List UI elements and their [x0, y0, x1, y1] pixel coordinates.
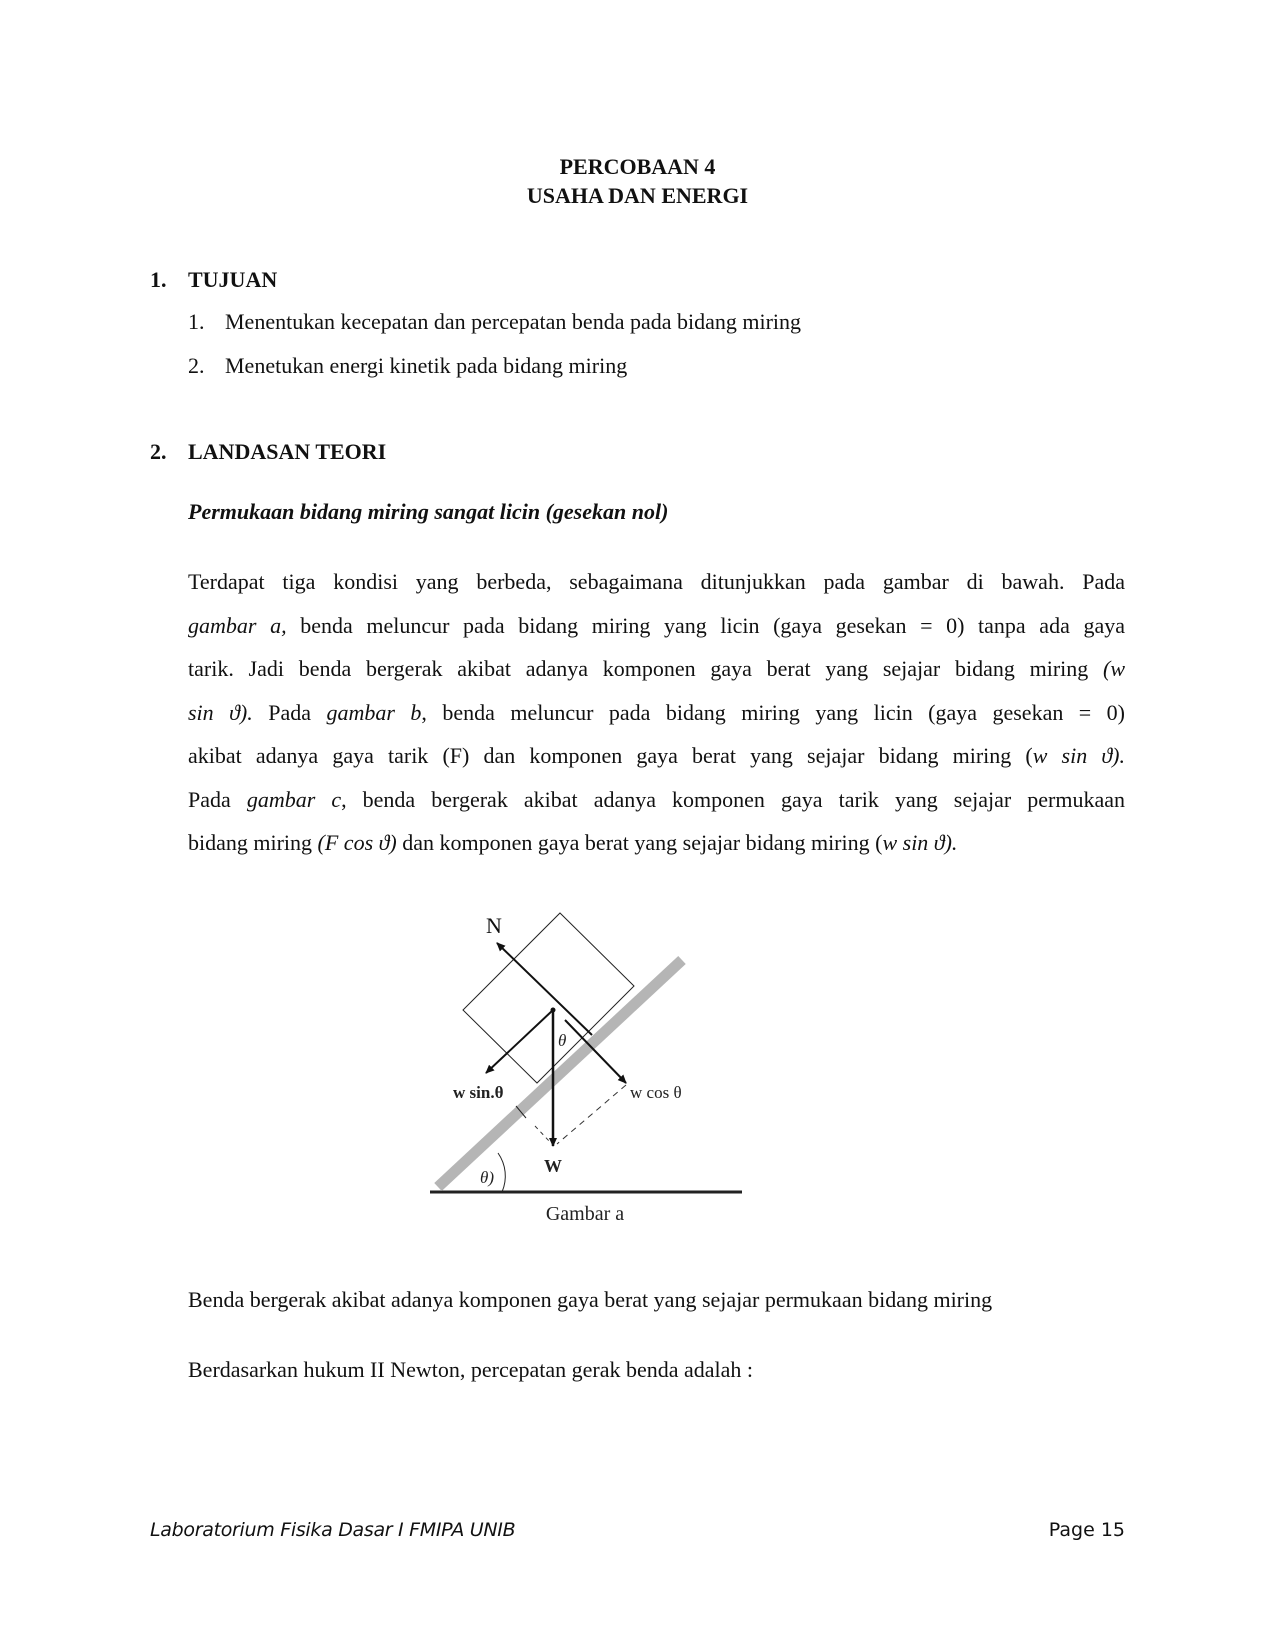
paragraph-line: [188, 821, 1125, 865]
projection-dashed-line: [535, 1126, 550, 1142]
projection-dashed-line: [557, 1085, 626, 1144]
italic-run: gambar b: [326, 699, 422, 725]
italic-run: sin ϑ).: [188, 699, 253, 725]
italic-run: (w: [1103, 656, 1125, 681]
text-run: benda meluncur pada bidang miring yang licin (gaya gesekan = 0) tanpa ada gaya: [286, 612, 1125, 638]
w-sin-arrow: [486, 1010, 553, 1073]
italic-run: w sin ϑ).: [1032, 743, 1125, 768]
paragraph-line: [188, 560, 1125, 604]
list-item-number: 2.: [188, 353, 205, 378]
footer-lab-name: Laboratorium Fisika Dasar I FMIPA UNIB: [150, 1519, 516, 1541]
label-weight: W: [544, 1156, 562, 1176]
document-subtitle: USAHA DAN ENERGI: [526, 183, 749, 208]
normal-force-arrow: [497, 943, 592, 1035]
section-number-1: 1.: [150, 267, 167, 292]
text-run: akibat adanya gaya tarik (F) dan komponen gaya berat yang sejajar bidang miring (: [188, 743, 1033, 768]
label-theta-inner: θ: [558, 1031, 567, 1050]
text-run: dan komponen gaya berat yang sejajar bidang miring (: [396, 830, 883, 855]
text-run: , benda bergerak akibat adanya komponen gaya tarik yang sejajar permukaan: [341, 786, 1125, 812]
after-figure-text-2: Berdasarkan hukum II Newton, percepatan gerak benda adalah :: [188, 1357, 754, 1382]
paragraph-line: [188, 691, 1125, 735]
page-number: Page 15: [1048, 1519, 1125, 1541]
text-run: tarik. Jadi benda bergerak akibat adanya komponen gaya berat yang sejajar bidang miring: [188, 656, 1103, 681]
incline-surface: [438, 960, 682, 1187]
text-run: Pada: [252, 699, 327, 725]
italic-run: gambar c: [246, 786, 342, 812]
paragraph-line: [188, 734, 1125, 778]
label-w-sin: w sin.θ: [453, 1083, 504, 1102]
angle-arc: [498, 1153, 505, 1192]
italic-run: w sin ϑ).: [882, 830, 958, 855]
paragraph-line: [188, 604, 1125, 648]
w-cos-arrow: [565, 1020, 626, 1083]
list-item-number: 1.: [188, 309, 205, 334]
section-number-2: 2.: [150, 439, 167, 464]
document-title: PERCOBAAN 4: [559, 154, 716, 179]
paragraph-line: [188, 647, 1125, 691]
paragraph-line: [188, 778, 1125, 822]
list-item: Menentukan kecepatan dan percepatan benda pada bidang miring: [225, 309, 802, 334]
after-figure-text-1: Benda bergerak akibat adanya komponen gaya berat yang sejajar permukaan bidang miring: [188, 1287, 993, 1312]
inclined-plane-figure: [420, 880, 760, 1240]
italic-run: gambar a,: [188, 612, 287, 638]
label-normal: N: [486, 913, 502, 938]
section-heading-tujuan: TUJUAN: [188, 267, 278, 292]
text-run: Pada: [188, 786, 247, 812]
list-item: Menetukan energi kinetik pada bidang miring: [225, 353, 628, 378]
italic-run: (F cos ϑ): [317, 830, 397, 855]
label-theta-base: θ): [480, 1168, 495, 1187]
theory-paragraph: [188, 560, 1125, 865]
figure-caption: Gambar a: [545, 1203, 625, 1225]
block: [463, 913, 634, 1083]
text-run: Terdapat tiga kondisi yang berbeda, sebagaimana ditunjukkan pada gambar di bawah. Pada: [188, 569, 1125, 594]
subheading: Permukaan bidang miring sangat licin (gesekan nol): [188, 499, 669, 524]
centroid-point: [551, 1008, 556, 1013]
label-w-cos: w cos θ: [630, 1083, 682, 1102]
section-heading-landasan-teori: LANDASAN TEORI: [188, 439, 387, 464]
text-run: , benda meluncur pada bidang miring yang licin (gaya gesekan = 0): [421, 699, 1126, 725]
text-run: bidang miring: [188, 830, 318, 855]
